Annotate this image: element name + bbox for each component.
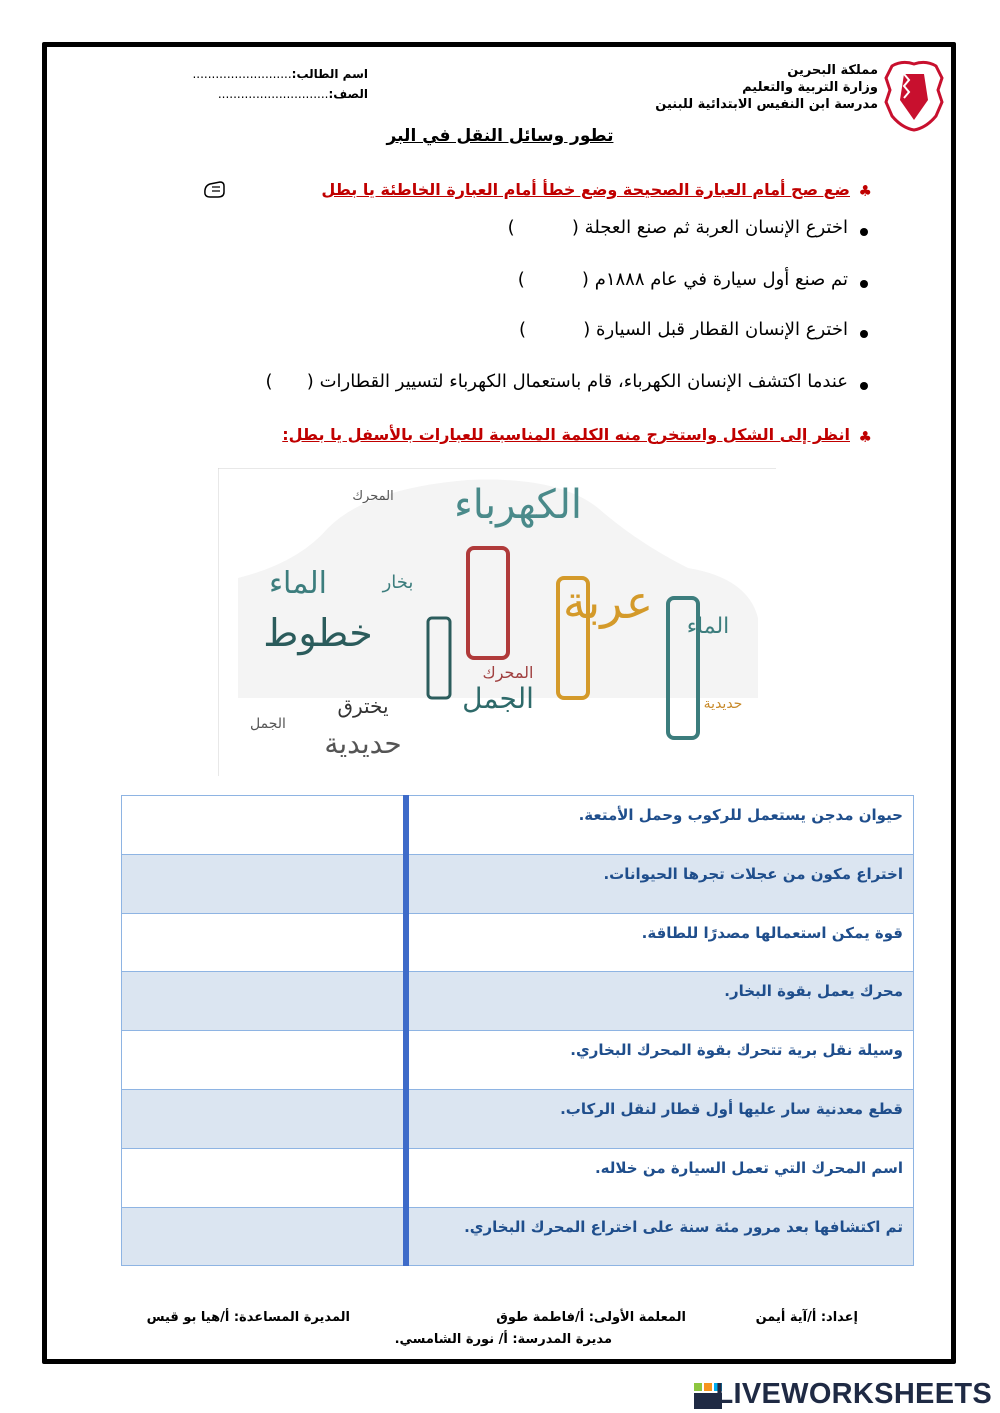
tf-statement-2 <box>518 269 848 290</box>
cloud-word: الماء <box>686 614 730 639</box>
pencil-hand-icon <box>202 178 228 200</box>
q1-instruction: ضع صح أمام العبارة الصحيحة وضع خطأ أمام العبارة الخاطئة يا بطل <box>321 180 850 199</box>
school-name: مدرسة ابن النفيس الابتدائية للبنين <box>655 97 878 112</box>
tf-statement-1 <box>508 217 848 238</box>
column-divider <box>403 795 409 1266</box>
cloud-word: المحرك <box>482 663 534 682</box>
cloud-word: حديدية <box>703 696 743 712</box>
answer-cell[interactable] <box>122 1207 421 1266</box>
row-statement: حيوان مدجن يستعمل للركوب وحمل الأمتعة. <box>420 796 913 855</box>
answer-cell[interactable] <box>122 1031 421 1090</box>
bullet-icon <box>860 280 868 288</box>
cloud-word: بخار <box>382 572 414 593</box>
answer-cell[interactable] <box>122 913 421 972</box>
answer-input[interactable] <box>122 1208 420 1266</box>
answer-cell[interactable] <box>122 1089 421 1148</box>
school-header <box>655 62 878 113</box>
answer-blank[interactable]: ( ) <box>517 269 589 290</box>
table-row <box>122 1207 914 1266</box>
statement-text: اخترع الإنسان القطار قبل السيارة <box>596 319 848 340</box>
answer-cell[interactable] <box>122 854 421 913</box>
row-statement: اسم المحرك التي تعمل السيارة من خلاله. <box>420 1148 913 1207</box>
bullet-icon <box>860 330 868 338</box>
bullet-icon <box>860 228 868 236</box>
bullet-icon <box>860 382 868 390</box>
tf-statement-4 <box>265 371 848 392</box>
cloud-word: الكهرباء <box>453 482 583 528</box>
answer-input[interactable] <box>122 1090 420 1148</box>
q2-instruction: انظر إلى الشكل واستخرج منه الكلمة المناسبة للعبارات بالأسفل يا بطل: <box>282 425 850 444</box>
answer-blank[interactable]: ( ) <box>265 371 314 392</box>
first-teacher: المعلمة الأولى: أ/فاطمة طوق <box>496 1310 686 1325</box>
club-bullet-icon: ♣ <box>858 182 872 200</box>
ministry-name: وزارة التربية والتعليم <box>742 80 878 95</box>
class-row <box>168 84 368 104</box>
word-cloud-car-image <box>218 468 776 776</box>
answer-input[interactable] <box>122 855 420 913</box>
student-info <box>168 64 368 104</box>
student-name-label: اسم الطالب: <box>291 67 368 81</box>
cloud-word: الجمل <box>250 716 286 732</box>
answer-input[interactable] <box>122 1149 420 1207</box>
assistant-principal: المديرة المساعدة: أ/هيا بو قيس <box>146 1310 350 1325</box>
table-row <box>122 796 914 855</box>
table-row <box>122 1089 914 1148</box>
table-row <box>122 854 914 913</box>
bahrain-emblem-icon <box>882 60 946 132</box>
tf-statement-3 <box>519 319 848 340</box>
kingdom-name: مملكة البحرين <box>787 63 878 78</box>
liveworksheets-brand[interactable]: LIVEWORKSHEETS <box>715 1378 992 1410</box>
statement-text: عندما اكتشف الإنسان الكهرباء، قام باستعمال الكهرباء لتسيير القطارات <box>319 371 848 392</box>
page-title: تطور وسائل النقل في البر <box>386 126 614 146</box>
answer-cell[interactable] <box>122 1148 421 1207</box>
answer-input[interactable] <box>122 914 420 972</box>
table-row <box>122 913 914 972</box>
answer-input[interactable] <box>122 796 420 854</box>
cloud-word: الجمل <box>462 682 534 715</box>
answer-blank[interactable]: ( ) <box>507 217 579 238</box>
row-statement: محرك يعمل بقوة البخار. <box>420 972 913 1031</box>
cloud-word: حديدية <box>324 727 402 760</box>
club-bullet-icon: ♣ <box>858 428 872 446</box>
cloud-word: المحرك <box>352 489 394 504</box>
table-row <box>122 1031 914 1090</box>
statement-text: تم صنع أول سيارة في عام ١٨٨٨م <box>594 269 848 290</box>
answer-blank[interactable]: ( ) <box>519 319 591 340</box>
row-statement: قطع معدنية سار عليها أول قطار لنقل الركاب. <box>420 1089 913 1148</box>
row-statement: وسيلة نقل برية تتحرك بقوة المحرك البخاري. <box>420 1031 913 1090</box>
row-statement: اختراع مكون من عجلات تجرها الحيوانات. <box>420 854 913 913</box>
table-row <box>122 972 914 1031</box>
answer-cell[interactable] <box>122 796 421 855</box>
row-statement: تم اكتشافها بعد مرور مئة سنة على اختراع المحرك البخاري. <box>420 1207 913 1266</box>
cloud-word: يخترق <box>337 694 389 718</box>
table-row <box>122 1148 914 1207</box>
prepared-by: إعداد: أ/آية أيمن <box>755 1310 858 1325</box>
answer-input[interactable] <box>122 972 420 1030</box>
student-name-row <box>168 64 368 84</box>
class-label: الصف: <box>328 87 368 101</box>
school-principal: مديرة المدرسة: أ/ نورة الشامسي. <box>394 1332 612 1347</box>
row-statement: قوة يمكن استعمالها مصدرًا للطاقة. <box>420 913 913 972</box>
matching-table <box>121 795 914 1266</box>
answer-cell[interactable] <box>122 972 421 1031</box>
class-field[interactable]: ............................. <box>217 87 329 101</box>
cloud-word: عربة <box>562 575 654 629</box>
student-name-field[interactable]: .......................... <box>192 67 292 81</box>
answer-input[interactable] <box>122 1031 420 1089</box>
cloud-word: خطوط <box>263 611 373 655</box>
cloud-word: الماء <box>268 566 328 601</box>
statement-text: اخترع الإنسان العربة ثم صنع العجلة <box>584 217 848 238</box>
